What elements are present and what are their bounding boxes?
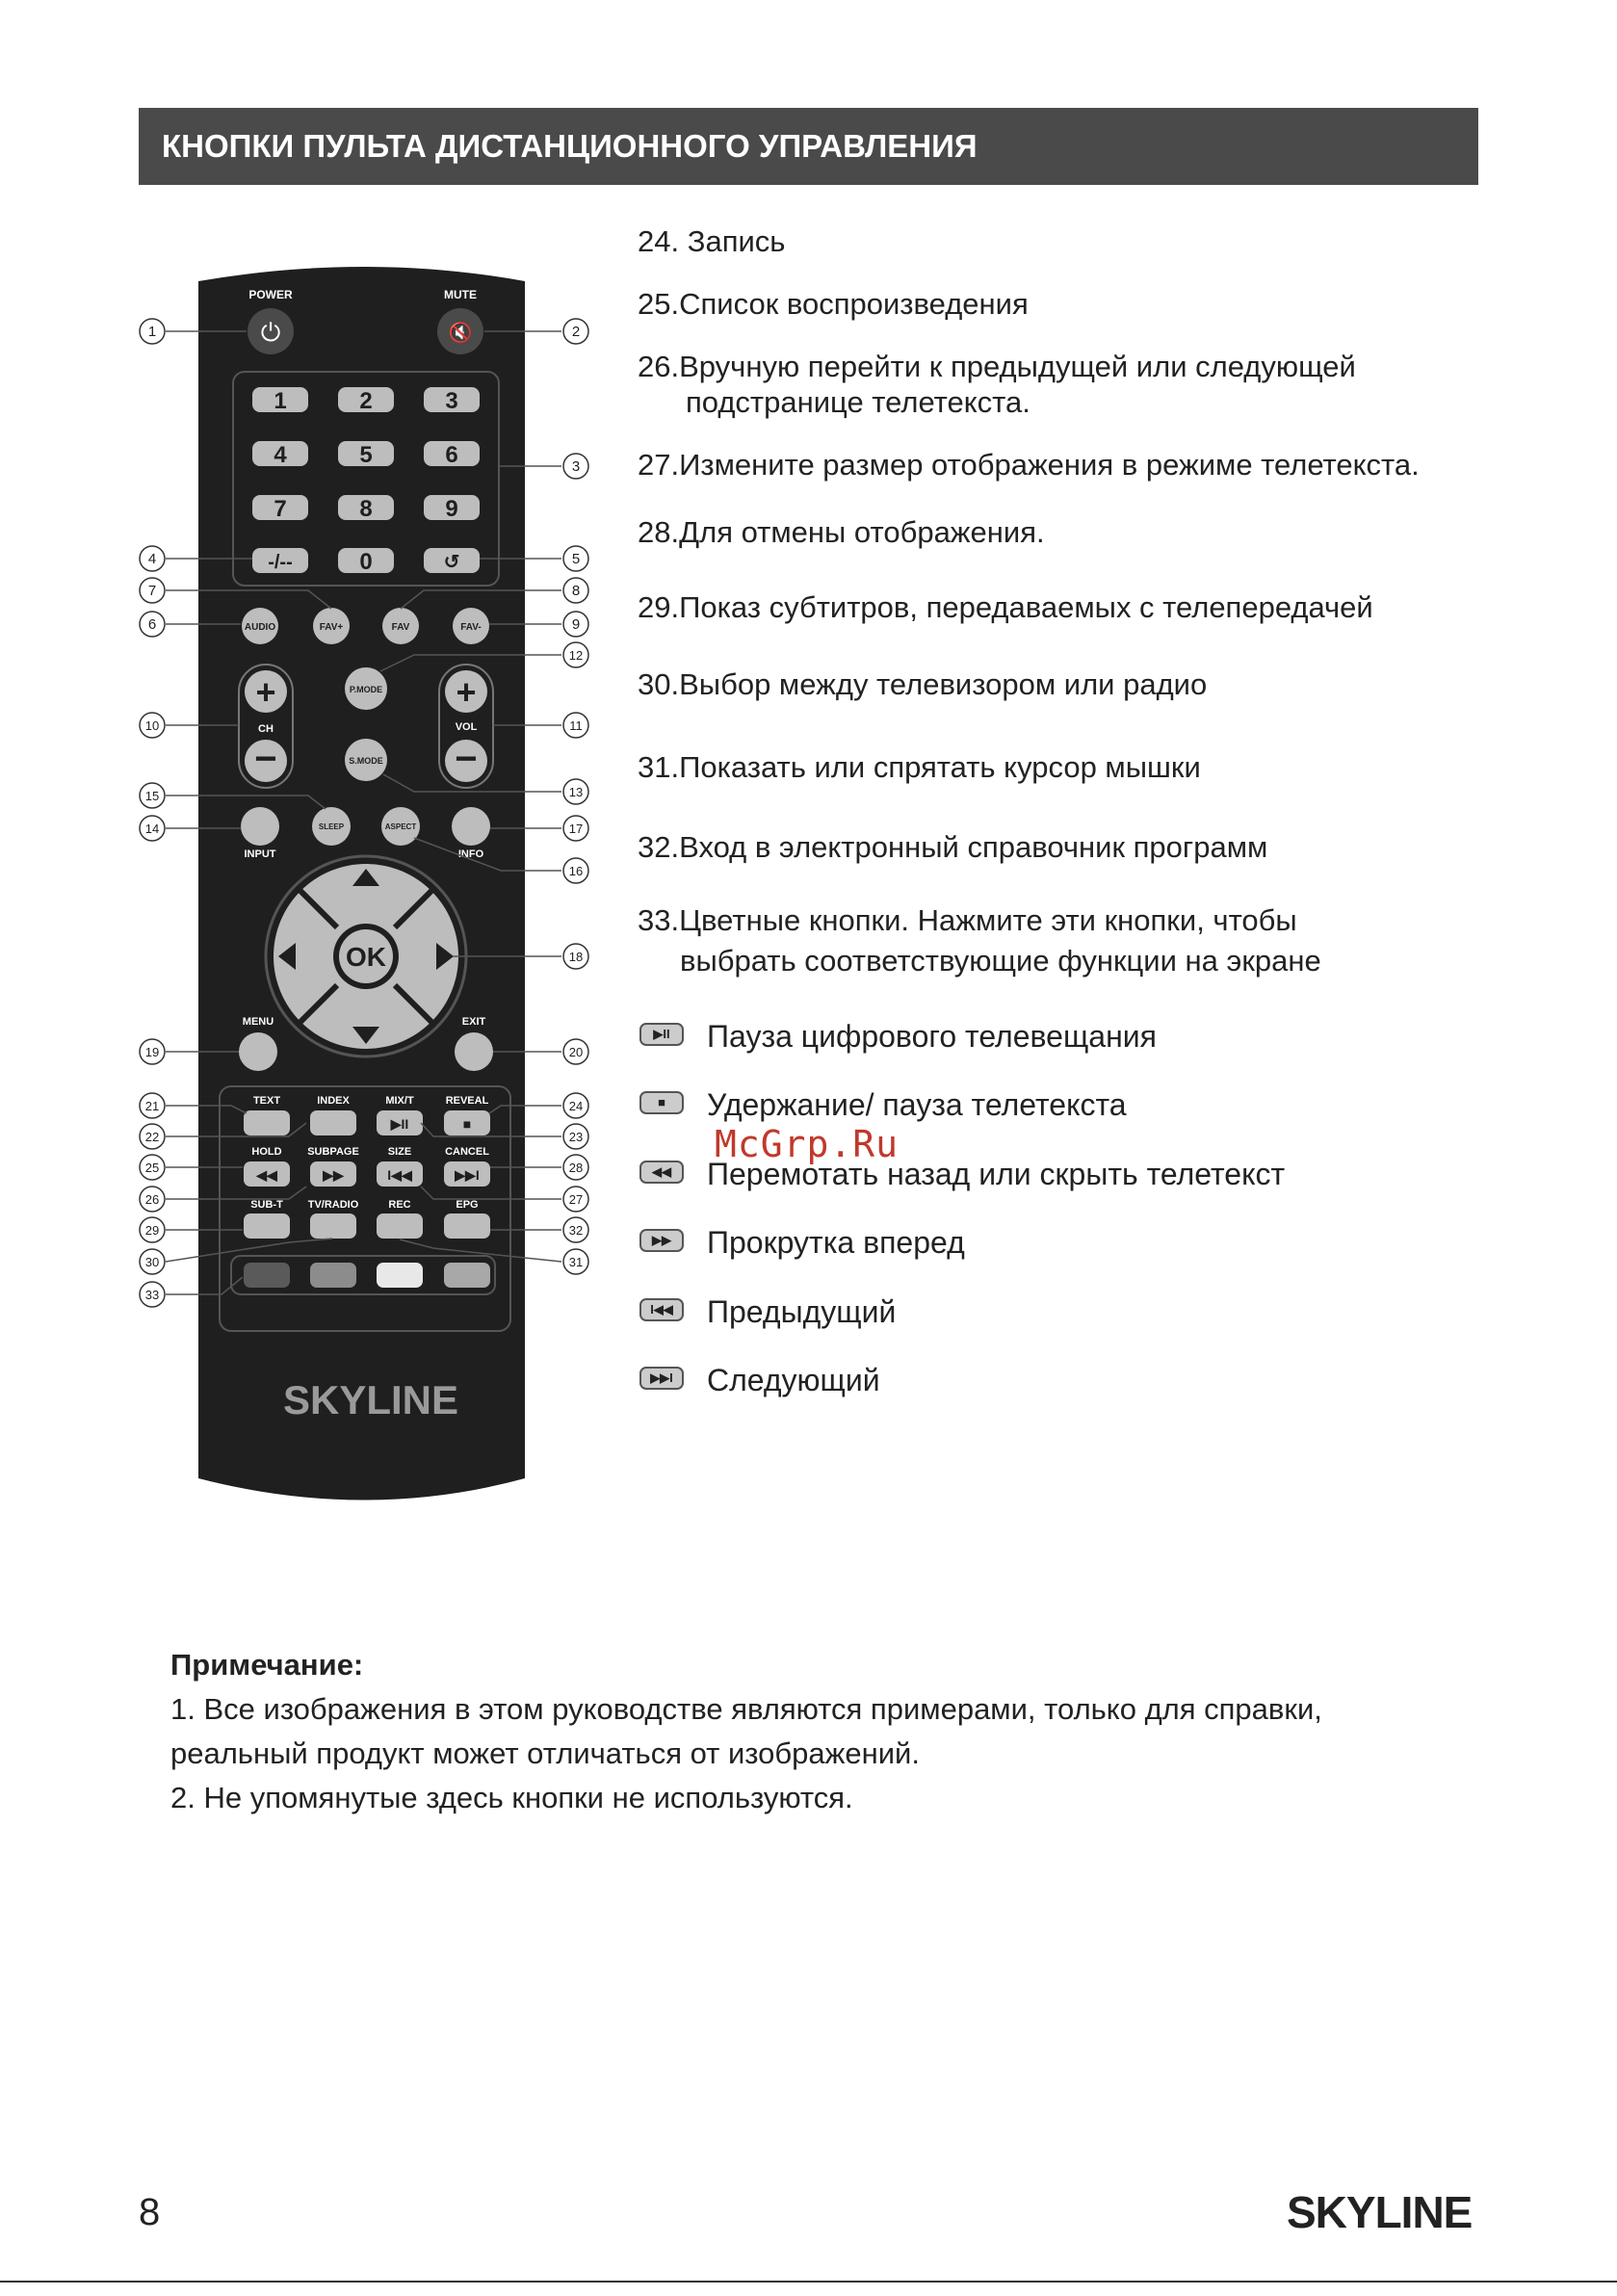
aspect-label: ASPECT [384,822,417,831]
callout-24 [563,1093,588,1118]
callout-number: 1 [147,324,157,340]
callout-20 [563,1039,588,1064]
callout-11 [563,713,588,738]
callout-21 [140,1093,165,1118]
vol-minus-icon: − [455,738,478,780]
callout-number: 7 [147,583,157,599]
mute-label: MUTE [444,288,477,301]
stop-icon: ■ [639,1091,684,1114]
callout-14 [140,816,165,841]
callout-26 [140,1187,165,1212]
epg-button [444,1213,490,1239]
size-label: SIZE [387,1146,412,1158]
digit-3: 3 [445,388,458,414]
fav-label: FAV [391,622,410,633]
callout-number: 16 [568,864,584,878]
description-28: 28.Для отмены отображения. [638,515,1045,549]
callout-23 [563,1124,588,1149]
callout-9 [563,612,588,637]
fav-plus-label: FAV+ [319,622,344,633]
remote-brand-logo: SKYLINE [282,1377,459,1422]
subt-label: SUB-T [250,1199,283,1211]
callout-27 [563,1187,588,1212]
description-30: 30.Выбор между телевизором или радио [638,667,1208,701]
callout-2 [563,319,588,344]
next-icon: ▶▶I [455,1167,480,1183]
description-26: 26.Вручную перейти к предыдущей или следующей подстранице телетекста. [638,350,1356,419]
description-25: 25.Список воспроизведения [638,287,1029,321]
recall-icon: ↺ [443,552,460,573]
description-33: 33.Цветные кнопки. Нажмите эти кнопки, чтобы выбрать соответствующие функции на экране [638,903,1321,978]
callout-number: 17 [568,822,584,836]
callout-number: 6 [147,616,157,633]
callout-number: 27 [568,1192,584,1207]
previous-icon: I◀◀ [387,1167,412,1183]
callout-12 [563,642,588,667]
fast-forward-icon: ▶▶ [323,1167,344,1183]
text-button [244,1110,290,1135]
rec-label: REC [388,1199,411,1211]
blue-key-button [444,1263,490,1288]
callout-18 [563,944,588,969]
digit-0: 0 [359,549,373,575]
tvradio-label: TV/RADIO [307,1199,359,1211]
dash-label: -/-- [268,552,293,573]
next-icon: ▶▶I [639,1367,684,1390]
stop-icon: ■ [462,1116,472,1132]
callout-number: 3 [571,458,581,475]
callout-29 [140,1217,165,1242]
note-line: реальный продукт может отличаться от изображений. [170,1736,920,1770]
rec-button [377,1213,423,1239]
callout-19 [140,1039,165,1064]
callout-32 [563,1217,588,1242]
callout-31 [563,1249,588,1274]
callout-number: 31 [568,1255,584,1269]
callout-5 [563,546,588,571]
menu-button [239,1032,277,1071]
callout-number: 8 [571,583,581,599]
digit-6: 6 [445,442,458,468]
smode-label: S.MODE [349,756,383,766]
pmode-label: P.MODE [349,685,383,694]
play-pause-icon: ▶II [639,1023,684,1046]
footer-brand-logo: SKYLINE [1287,2187,1473,2237]
callout-33 [140,1282,165,1307]
callout-number: 24 [568,1099,584,1113]
subt-button [244,1213,290,1239]
callout-number: 18 [568,950,584,964]
red-key-button [244,1263,290,1288]
callout-number: 9 [571,616,581,633]
vol-plus-icon: + [456,672,477,712]
remote-svg [0,0,616,1541]
ch-label: CH [258,723,274,735]
callout-number: 10 [144,718,160,733]
play-pause-icon: ▶II [390,1116,409,1132]
info-button [452,807,490,846]
ok-label: OK [346,942,386,972]
yellow-key-button [377,1263,423,1288]
callout-7 [140,578,165,603]
mute-icon: 🔇 [448,323,473,344]
callout-number: 2 [571,324,581,340]
audio-label: AUDIO [244,622,276,633]
exit-label: EXIT [461,1016,486,1028]
subpage-label: SUBPAGE [307,1146,359,1158]
rewind-icon: ◀◀ [256,1167,277,1183]
callout-number: 11 [569,718,583,733]
digit-2: 2 [359,388,373,414]
callout-number: 14 [144,822,160,836]
epg-label: EPG [456,1199,479,1211]
power-icon: ⏻ [260,318,281,347]
description-24: 24. Запись [638,224,786,258]
section-header: КНОПКИ ПУЛЬТА ДИСТАНЦИОННОГО УПРАВЛЕНИЯ [139,108,1478,185]
description-29: 29.Показ субтитров, передаваемых с телепередачей [638,590,1373,624]
callout-number: 20 [568,1045,584,1059]
callout-1 [140,319,165,344]
note-line: 1. Все изображения в этом руководстве являются примерами, только для справки, [170,1692,1322,1726]
page-number: 8 [139,2191,161,2233]
tvradio-button [310,1213,356,1239]
fav-minus-label: FAV- [460,622,482,633]
input-button [241,807,279,846]
digit-1: 1 [274,388,287,414]
info-label: INFO [457,848,484,860]
description-31: 31.Показать или спрятать курсор мышки [638,750,1201,784]
callout-number: 26 [144,1192,160,1207]
digit-5: 5 [359,442,373,468]
previous-icon: I◀◀ [639,1298,684,1321]
callout-number: 4 [147,551,157,567]
watermark: McGrp.Ru [715,1123,900,1165]
callout-17 [563,816,588,841]
digit-4: 4 [274,442,287,468]
description-27: 27.Измените размер отображения в режиме телетекста. [638,448,1420,482]
callout-number: 23 [568,1130,584,1144]
callout-number: 33 [144,1288,160,1302]
callout-4 [140,546,165,571]
sleep-label: SLEEP [318,822,345,831]
ch-plus-icon: + [255,672,276,712]
description-32: 32.Вход в электронный справочник программ [638,830,1268,864]
power-label: POWER [248,288,293,301]
fast-forward-icon: ▶▶ [639,1229,684,1252]
callout-number: 28 [568,1161,584,1175]
note-title: Примечание: [170,1648,364,1682]
callout-number: 12 [568,648,584,663]
remote-illustration [0,0,616,1541]
hold-label: HOLD [251,1146,282,1158]
callout-15 [140,783,165,808]
index-label: INDEX [317,1095,350,1107]
callout-number: 30 [144,1255,160,1269]
callout-number: 21 [144,1099,160,1113]
callout-13 [563,779,588,804]
mixt-label: MIX/T [385,1095,414,1107]
callout-number: 22 [144,1130,160,1144]
digit-9: 9 [445,496,458,522]
input-label: INPUT [244,848,276,860]
note-line: 2. Не упомянутые здесь кнопки не используются. [170,1781,853,1814]
callout-number: 19 [144,1045,160,1059]
ch-minus-icon: − [254,738,277,780]
callout-3 [563,454,588,479]
text-label: TEXT [252,1095,281,1107]
callout-28 [563,1155,588,1180]
callout-8 [563,578,588,603]
cancel-label: CANCEL [445,1146,489,1158]
callout-10 [140,713,165,738]
callout-30 [140,1249,165,1274]
callout-number: 29 [144,1223,160,1238]
vol-label: VOL [455,721,478,733]
digit-8: 8 [359,496,373,522]
callout-22 [140,1124,165,1149]
note-section [170,1643,1519,1820]
exit-button [455,1032,493,1071]
callout-16 [563,858,588,883]
callout-6 [140,612,165,637]
index-button [310,1110,356,1135]
callout-number: 25 [144,1161,160,1175]
callout-number: 15 [144,789,160,803]
reveal-label: REVEAL [445,1095,489,1107]
green-key-button [310,1263,356,1288]
callout-number: 32 [568,1223,584,1238]
callout-25 [140,1155,165,1180]
rewind-icon: ◀◀ [639,1161,684,1184]
menu-label: MENU [242,1016,274,1028]
callout-number: 13 [568,785,584,799]
callout-number: 5 [571,551,581,567]
digit-7: 7 [274,496,287,522]
